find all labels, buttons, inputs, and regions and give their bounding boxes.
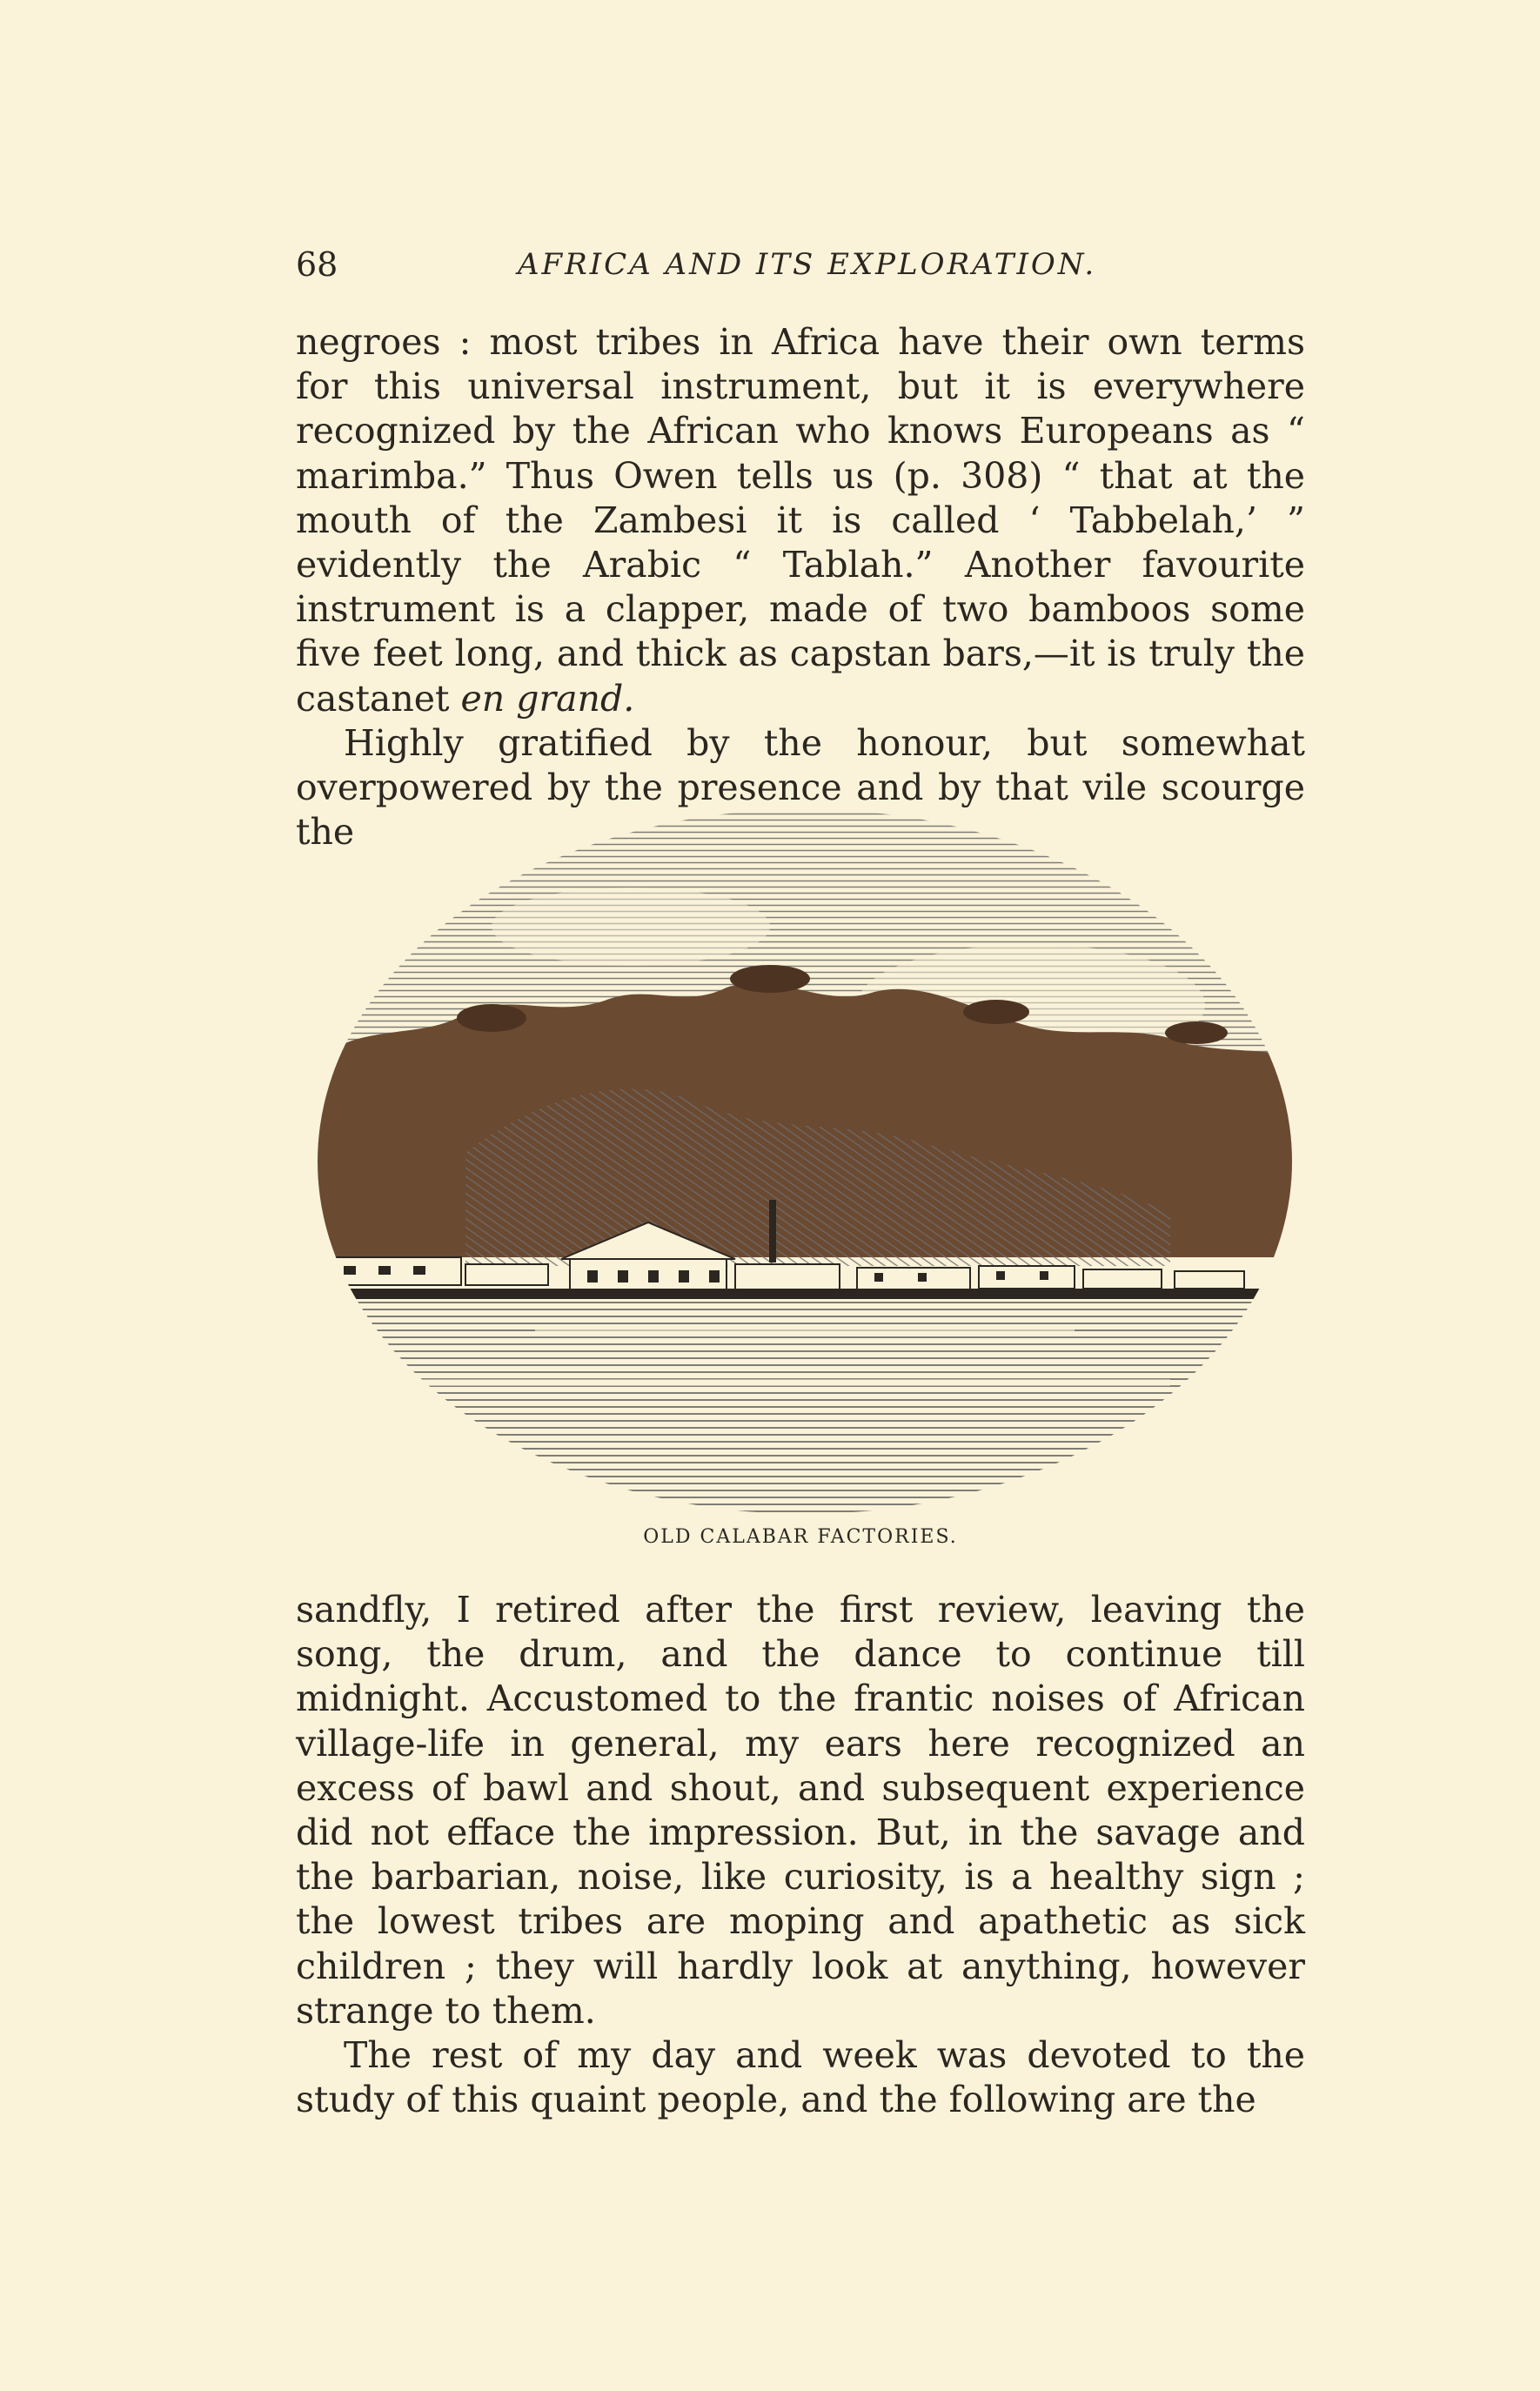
- illustration-caption: OLD CALABAR FACTORIES.: [643, 1526, 958, 1548]
- paragraph-text: negroes : most tribes in Africa have their own terms for this universal instrument, but it is everywhere recognized by the African who knows Europeans as “ marimba.” Thus Owen tells us (p. 308) “ that at the mouth of the Zambesi it is called ‘ Tabbelah,’ ” evidently the Arabic “ Tablah.” Another favourite instrument is a clapper, made of two bamboos some five feet long, and thick as capstan bars,—it is truly the castanet: [296, 321, 1305, 720]
- shoreline: [318, 1289, 1292, 1299]
- emphasis-text: en grand.: [460, 677, 635, 720]
- paragraph: sandfly, I retired after the first review, leaving the song, the drum, and the dance to continue till midnight. Accustomed to the frantic noises of African village-life in general, my ears here recognized an excess of bawl and shout, and subsequent experience did not efface the impression. But, in the savage and the barbarian, noise, like curiosity, is a healthy sign ; the lowest tribes are moping and apathetic as sick children ; they will hardly look at anything, however strange to them.: [296, 1589, 1305, 2032]
- text-block-bottom: [296, 1588, 1305, 2122]
- page-header: [296, 245, 1305, 289]
- paragraph: Highly gratified by the honour, but somewhat overpowered by the presence and by that vile scourge the: [296, 721, 1305, 854]
- engraving-illustration: [318, 805, 1292, 1518]
- text-block-top: [296, 320, 1305, 854]
- paragraph: The rest of my day and week was devoted to the study of this quaint people, and the following are the: [296, 2034, 1305, 2121]
- paragraph: [296, 320, 1305, 721]
- page-number: 68: [296, 245, 338, 284]
- running-title: AFRICA AND ITS EXPLORATION.: [518, 247, 1097, 282]
